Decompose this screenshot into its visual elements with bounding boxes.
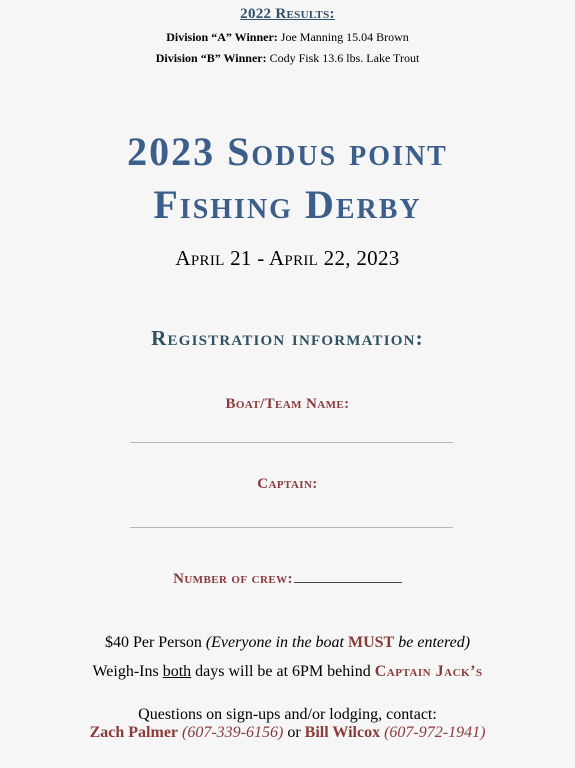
derby-title-line1: 2023 Sodus point <box>127 129 448 174</box>
derby-title-line2: Fishing Derby <box>153 182 422 227</box>
price-line <box>0 634 575 652</box>
contact-2-phone: (607-972-1941) <box>384 724 486 741</box>
price-text: $40 Per Person <box>104 634 202 651</box>
weighin-line <box>0 663 575 681</box>
price-note-post: be entered) <box>398 634 471 651</box>
price-note-must: MUST <box>348 634 395 651</box>
division-b-value: Cody Fisk 13.6 lbs. Lake Trout <box>269 51 420 65</box>
contact-2-name: Bill Wilcox <box>304 724 381 741</box>
price-note-pre: (Everyone in the boat <box>205 634 344 651</box>
crew-row <box>0 570 575 588</box>
division-b-winner <box>0 51 575 66</box>
weighin-post: days will be at 6PM behind <box>195 663 371 680</box>
division-a-winner <box>0 30 575 45</box>
captain-label: Captain: <box>257 476 318 492</box>
contact-question: Questions on sign-ups and/or lodging, contact: <box>138 706 437 723</box>
contact-joiner: or <box>287 724 301 741</box>
registration-heading: Registration information: <box>151 326 424 350</box>
contact-1-name: Zach Palmer <box>89 724 179 741</box>
boat-team-name-field[interactable] <box>130 442 453 443</box>
weighin-place: Captain Jack’s <box>374 663 483 680</box>
crew-label: Number of crew: <box>173 571 293 587</box>
derby-dates: April 21 - April 22, 2023 <box>175 246 400 270</box>
division-b-label: Division “B” Winner: <box>155 51 267 65</box>
boat-team-name-label: Boat/Team Name: <box>225 396 350 412</box>
weighin-both: both <box>162 663 192 680</box>
weighin-pre: Weigh-Ins <box>92 663 159 680</box>
contact-1-phone: (607-339-6156) <box>182 724 284 741</box>
crew-count-field[interactable] <box>294 570 402 583</box>
results-title: 2022 Results: <box>240 6 335 22</box>
captain-field[interactable] <box>130 527 453 528</box>
division-a-label: Division “A” Winner: <box>166 30 278 44</box>
contact-line <box>0 724 575 742</box>
price-note <box>206 634 470 651</box>
division-a-value: Joe Manning 15.04 Brown <box>280 30 409 44</box>
